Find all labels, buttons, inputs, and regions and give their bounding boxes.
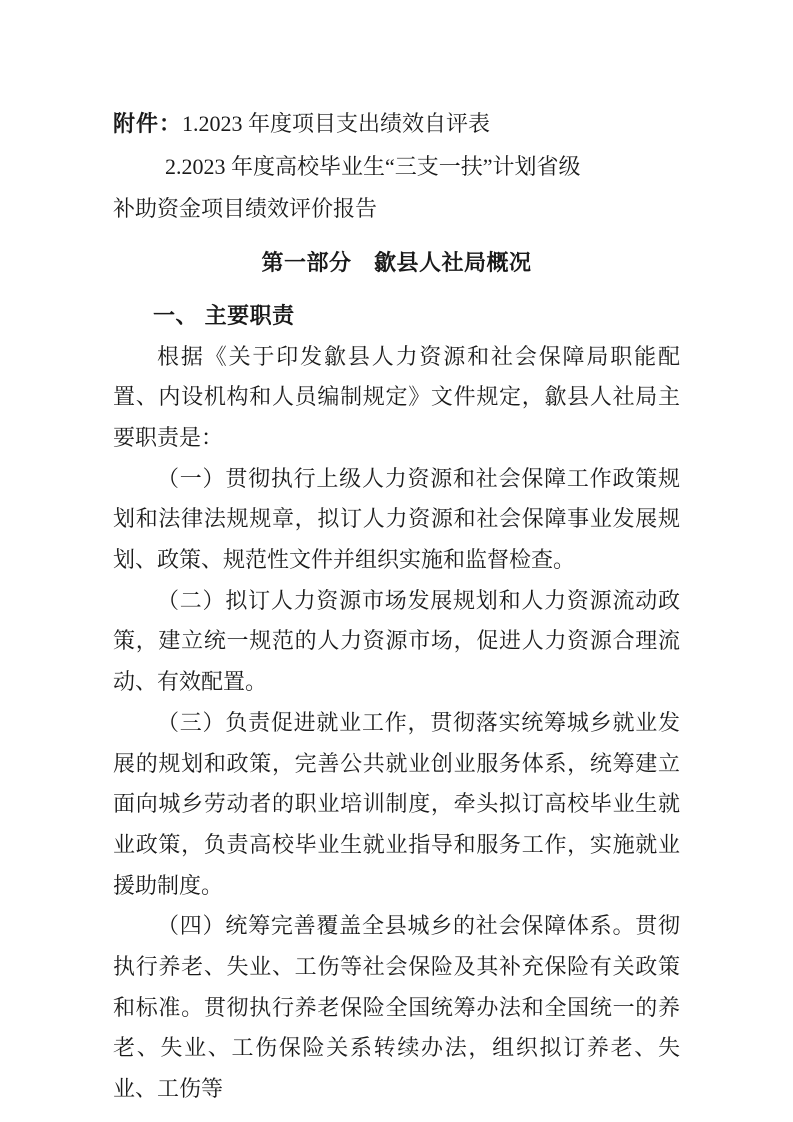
document-content bbox=[113, 103, 680, 1110]
attachment-item-2-continuation: 补助资金项目绩效评价报告 bbox=[113, 196, 378, 221]
attachment-item-1: 1.2023 年度项目支出绩效自评表 bbox=[182, 111, 491, 136]
paragraph-duty-1: （一）贯彻执行上级人力资源和社会保障工作政策规划和法律法规规章，拟订人力资源和社会保障事业发展规划、政策、规范性文件并组织实施和监督检查。 bbox=[113, 465, 680, 573]
paragraph-duty-4: （四）统筹完善覆盖全县城乡的社会保障体系。贯彻执行养老、失业、工伤等社会保险及其补充保险有关政策和标准。贯彻执行养老保险全国统筹办法和全国统一的养老、失业、工伤保险关系转续办法，组织拟订养老、失业、工伤等 bbox=[113, 913, 680, 1102]
section-title: 一、 主要职责 bbox=[153, 302, 295, 328]
part-title: 第一部分 歙县人社局概况 bbox=[261, 249, 532, 275]
attachment-line bbox=[113, 103, 680, 146]
attachment-list bbox=[113, 103, 680, 231]
paragraph-duty-2: （二）拟订人力资源市场发展规划和人力资源流动政策，建立统一规范的人力资源市场，促进人力资源合理流动、有效配置。 bbox=[113, 587, 680, 695]
attachment-item-2: 2.2023 年度高校毕业生“三支一扶”计划省级 bbox=[165, 153, 581, 179]
paragraph-duty-3: （三）负责促进就业工作，贯彻落实统筹城乡就业发展的规划和政策，完善公共就业创业服务体系，统筹建立面向城乡劳动者的职业培训制度，牵头拟订高校毕业生就业政策，负责高校毕业生就业指导和服务工作，实施就业援助制度。 bbox=[113, 709, 680, 898]
attachment-label: 附件： bbox=[113, 111, 183, 136]
paragraph-intro: 根据《关于印发歙县人力资源和社会保障局职能配置、内设机构和人员编制规定》文件规定，歙县人社局主要职责是： bbox=[113, 343, 680, 450]
